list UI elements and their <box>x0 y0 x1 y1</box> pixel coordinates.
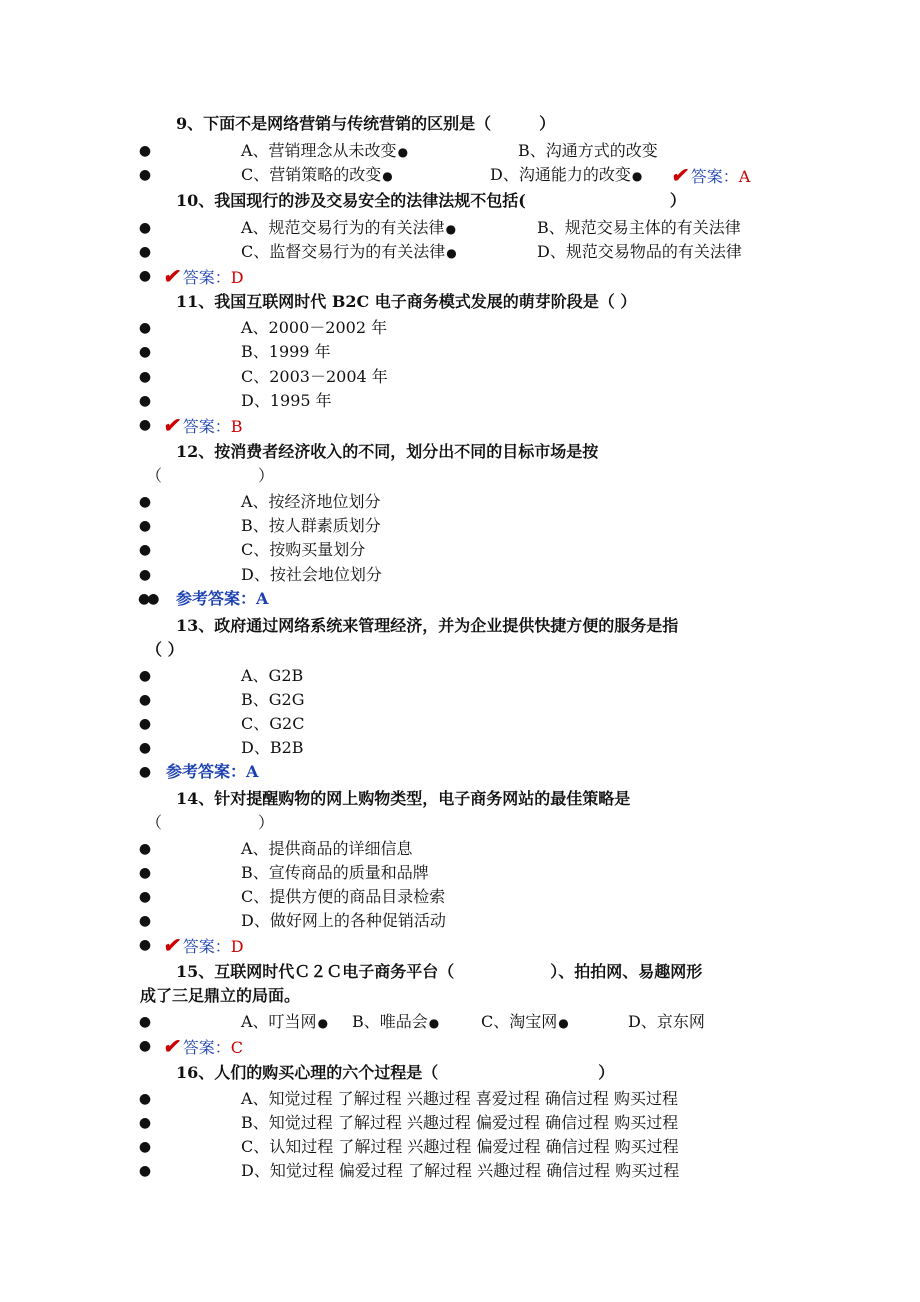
bullet-icon: ● <box>138 320 152 336</box>
q11-option-a: A、2000－2002 年 <box>241 318 388 337</box>
q10-answer: ✔答案：D <box>161 264 244 288</box>
q11-option-c: C、2003－2004 年 <box>241 367 388 386</box>
q14-answer: ✔答案：D <box>161 933 244 957</box>
q13-answer: 参考答案：A <box>166 762 259 781</box>
question-14-title-cont: （ ） <box>146 813 275 832</box>
q15-answer: ✔答案：C <box>161 1034 244 1058</box>
question-16-title: 16、人们的购买心理的六个过程是（ ） <box>176 1063 615 1082</box>
bullet-icon: ● <box>138 220 152 236</box>
q10-option-c: C、监督交易行为的有关法律● <box>241 242 457 261</box>
bullet-icon: ● <box>138 937 152 953</box>
question-9-title: 9、下面不是网络营销与传统营销的区别是（ ） <box>176 114 556 133</box>
q12-answer: 参考答案：A <box>176 589 269 608</box>
bullet-icon: ● <box>138 167 152 183</box>
q12-option-a: A、按经济地位划分 <box>241 492 381 511</box>
q12-option-d: D、按社会地位划分 <box>241 565 382 584</box>
checkmark-icon: ✔ <box>161 933 183 957</box>
bullet-icon: ● <box>138 716 152 732</box>
q15-option-c: C、淘宝网● <box>481 1012 569 1031</box>
q15-option-a: A、叮当网● <box>241 1012 329 1031</box>
bullet-icon: ● <box>138 889 152 905</box>
q14-option-a: A、提供商品的详细信息 <box>241 839 413 858</box>
q13-option-a: A、G2B <box>241 666 304 685</box>
question-13-title-cont: （ ） <box>146 640 184 659</box>
bullet-icon: ● <box>138 567 152 583</box>
bullet-icon: ● <box>138 518 152 534</box>
bullet-icon: ● <box>138 764 152 780</box>
q13-option-d: D、B2B <box>241 738 304 757</box>
q16-option-d: D、知觉过程 偏爱过程 了解过程 兴趣过程 确信过程 购买过程 <box>241 1161 680 1180</box>
question-12-title: 12、按消费者经济收入的不同，划分出不同的目标市场是按 <box>176 442 599 461</box>
q12-option-c: C、按购买量划分 <box>241 540 366 559</box>
q12-option-b: B、按人群素质划分 <box>241 516 381 535</box>
bullet-icon: ● <box>138 1038 152 1054</box>
q13-option-b: B、G2G <box>241 690 305 709</box>
bullet-icon: ● <box>138 1163 152 1179</box>
bullet-icon: ● <box>428 1016 440 1030</box>
bullet-icon: ● <box>138 417 152 433</box>
bullet-icon: ● <box>138 268 152 284</box>
bullet-icon: ● <box>445 222 457 236</box>
q10-option-a: A、规范交易行为的有关法律● <box>241 218 457 237</box>
checkmark-icon: ✔ <box>161 413 183 437</box>
question-11-title: 11、我国互联网时代 B2C 电子商务模式发展的萌芽阶段是（ ） <box>176 292 637 311</box>
bullet-icon: ● <box>138 393 152 409</box>
bullet-icon: ● <box>138 244 152 260</box>
q16-option-a: A、知觉过程 了解过程 兴趣过程 喜爱过程 确信过程 购买过程 <box>241 1089 678 1108</box>
bullet-icon: ● <box>138 1115 152 1131</box>
bullet-icon: ● <box>317 1016 329 1030</box>
bullet-icon: ● <box>138 344 152 360</box>
q13-option-c: C、G2C <box>241 714 305 733</box>
bullet-icon: ● <box>631 169 643 183</box>
bullet-icon: ● <box>138 1091 152 1107</box>
checkmark-icon: ✔ <box>161 1034 183 1058</box>
bullet-icon: ● <box>138 369 152 385</box>
bullet-icon: ● <box>138 542 152 558</box>
bullet-icon: ● <box>138 740 152 756</box>
bullet-icon: ● <box>446 246 457 260</box>
bullet-icon: ● <box>138 494 152 510</box>
bullet-icon: ● <box>138 1014 152 1030</box>
question-14-title: 14、针对提醒购物的网上购物类型，电子商务网站的最佳策略是 <box>176 789 631 808</box>
q14-option-d: D、做好网上的各种促销活动 <box>241 911 446 930</box>
q9-option-a: A、营销理念从未改变● <box>241 141 409 160</box>
q11-option-d: D、1995 年 <box>241 391 332 410</box>
question-10-title: 10、我国现行的涉及交易安全的法律法规不包括( ） <box>176 191 686 210</box>
q14-option-b: B、宣传商品的质量和品牌 <box>241 863 429 882</box>
q11-option-b: B、1999 年 <box>241 342 331 361</box>
q15-option-b: B、唯品会● <box>352 1012 440 1031</box>
q9-option-d: D、沟通能力的改变● <box>490 165 643 184</box>
bullet-icon: ● <box>138 1139 152 1155</box>
bullet-icon: ● <box>382 169 393 183</box>
q9-option-c: C、营销策略的改变● <box>241 165 393 184</box>
q10-option-b: B、规范交易主体的有关法律 <box>537 218 741 237</box>
bullet-icon: ● <box>138 668 152 684</box>
q16-option-c: C、认知过程 了解过程 兴趣过程 偏爱过程 确信过程 购买过程 <box>241 1137 679 1156</box>
q15-option-d: D、京东网 <box>628 1012 705 1031</box>
q9-answer: ✔答案：A <box>669 163 751 187</box>
bullet-icon: ● <box>397 145 409 159</box>
bullet-icon: ● <box>558 1016 569 1030</box>
bullet-icon: ● <box>138 865 152 881</box>
q9-option-b: B、沟通方式的改变 <box>518 141 658 160</box>
question-12-title-cont: （ ） <box>146 466 275 485</box>
q11-answer: ✔答案：B <box>161 413 243 437</box>
q14-option-c: C、提供方便的商品目录检索 <box>241 887 446 906</box>
q16-option-b: B、知觉过程 了解过程 兴趣过程 偏爱过程 确信过程 购买过程 <box>241 1113 679 1132</box>
q10-option-d: D、规范交易物品的有关法律 <box>537 242 742 261</box>
question-15-title: 15、互联网时代Ｃ２Ｃ电子商务平台（ ）、拍拍网、易趣网形 <box>176 962 703 981</box>
double-bullet-icon: ●● <box>138 591 157 607</box>
bullet-icon: ● <box>138 143 152 159</box>
checkmark-icon: ✔ <box>161 264 183 288</box>
bullet-icon: ● <box>138 692 152 708</box>
question-15-title-cont: 成了三足鼎立的局面。 <box>140 986 301 1005</box>
checkmark-icon: ✔ <box>669 163 691 187</box>
bullet-icon: ● <box>138 841 152 857</box>
bullet-icon: ● <box>138 913 152 929</box>
question-13-title: 13、政府通过网络系统来管理经济，并为企业提供快捷方便的服务是指 <box>176 616 679 635</box>
